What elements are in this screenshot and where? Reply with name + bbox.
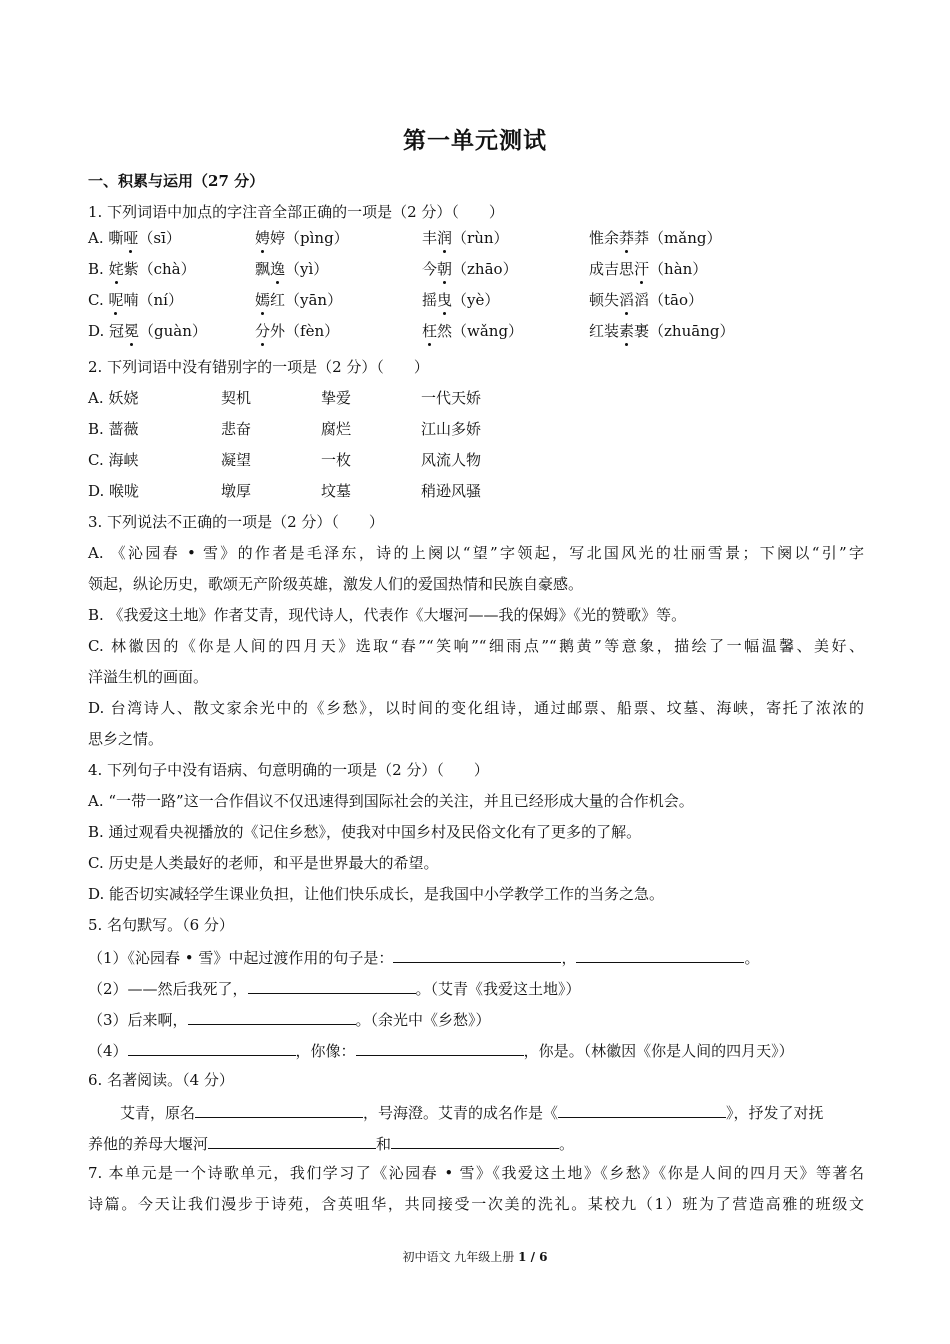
question-4-option-d: D. 能否切实减轻学生课业负担，让他们快乐成长，是我国中小学教学工作的当务之急。 — [88, 885, 665, 903]
page-footer — [0, 1248, 950, 1265]
answer-blank[interactable] — [576, 946, 744, 963]
question-4-stem: 4. 下列句子中没有语病、句意明确的一项是（2 分）（ ） — [88, 761, 489, 779]
option-b-word-4: 江山多娇 — [421, 420, 482, 438]
question-4-option-b: B. 通过观看央视播放的《记住乡愁》，使我对中国乡村及民俗文化有了更多的了解。 — [88, 823, 642, 841]
option-d-word-1: D. 冠冕（guàn） — [88, 322, 207, 340]
option-a-word-2: 娉婷（pìng） — [255, 229, 349, 247]
footer-text: 初中语文 九年级上册 — [402, 1250, 519, 1264]
option-d-word-3: 枉然（wǎng） — [422, 322, 524, 340]
answer-blank[interactable] — [393, 946, 561, 963]
option-d-word-2: 分外（fèn） — [255, 322, 340, 340]
option-d-word-4: 红装素裹（zhuāng） — [589, 322, 735, 340]
option-d-word-3: 坟墓 — [321, 482, 352, 500]
question-6-stem: 6. 名著阅读。（4 分） — [88, 1071, 234, 1089]
page-title: 第一单元测试 — [403, 127, 547, 154]
option-c-word-1: C. 海峡 — [88, 451, 139, 469]
question-3-option-d: D. 台湾诗人、散文家余光中的《乡愁》，以时间的变化组诗，通过邮票、船票、坟墓、海峡，寄托了浓浓的 — [88, 699, 864, 717]
option-b-word-4: 成吉思汗（hàn） — [589, 260, 708, 278]
answer-blank[interactable] — [195, 1101, 363, 1118]
question-3-option-c: C. 林徽因的《你是人间的四月天》选取“春”“笑响”“细雨点”“鹅黄”等意象，描绘了一幅温馨、美好、 — [88, 637, 864, 655]
option-a-word-4: 一代天娇 — [421, 389, 482, 407]
option-d-word-1: D. 喉咙 — [88, 482, 140, 500]
option-b-word-1: B. 蔷薇 — [88, 420, 139, 438]
question-4-option-a: A. “一带一路”这一合作倡议不仅迅速得到国际社会的关注，并且已经形成大量的合作机会。 — [88, 792, 694, 810]
question-5-stem: 5. 名句默写。（6 分） — [88, 916, 234, 934]
answer-blank[interactable] — [208, 1132, 376, 1149]
option-b-word-3: 今朝（zhāo） — [422, 260, 518, 278]
question-3-option-c-cont: 洋溢生机的画面。 — [88, 668, 209, 686]
page-number: 1 / 6 — [518, 1250, 548, 1264]
question-7-line-2: 诗篇。今天让我们漫步于诗苑，含英咀华，共同接受一次美的洗礼。某校九（1）班为了营造高雅的班级文 — [88, 1195, 864, 1213]
option-c-word-4: 顿失滔滔（tāo） — [589, 291, 704, 309]
answer-blank[interactable] — [558, 1101, 726, 1118]
option-c-word-3: 一枚 — [321, 451, 352, 469]
question-6-line-2: 养他的养母大堰河 和 。 — [88, 1132, 574, 1154]
question-3-option-d-cont: 思乡之情。 — [88, 730, 164, 748]
answer-blank[interactable] — [128, 1039, 296, 1056]
question-5-item-4: （4） ，你像： ，你是。（林徽因《你是人间的四月天》） — [88, 1039, 794, 1061]
question-6-line-1: 艾青，原名 ，号海澄。艾青的成名作是《 》，抒发了对抚 — [120, 1101, 824, 1123]
option-d-word-2: 墩厚 — [221, 482, 252, 500]
answer-blank[interactable] — [248, 977, 416, 994]
option-d-word-4: 稍逊风骚 — [421, 482, 482, 500]
option-c-word-2: 凝望 — [221, 451, 252, 469]
option-a-word-4: 惟余莽莽（mǎng） — [589, 229, 722, 247]
option-a-word-1: A. 妖娆 — [88, 389, 139, 407]
option-c-word-2: 嫣红（yān） — [255, 291, 343, 309]
option-c-word-1: C. 呢喃（ní） — [88, 291, 183, 309]
answer-blank[interactable] — [188, 1008, 356, 1025]
question-5-item-3: （3）后来啊， 。（余光中《乡愁》） — [88, 1008, 491, 1030]
option-a-word-3: 丰润（rùn） — [422, 229, 509, 247]
question-1-stem: 1. 下列词语中加点的字注音全部正确的一项是（2 分）（ ） — [88, 203, 504, 221]
section-heading: 一、积累与运用（27 分） — [88, 172, 265, 190]
option-c-word-4: 风流人物 — [421, 451, 482, 469]
question-3-option-b: B. 《我爱这土地》作者艾青，现代诗人，代表作《大堰河——我的保姆》《光的赞歌》等。 — [88, 606, 687, 624]
option-b-word-1: B. 姹紫（chà） — [88, 260, 196, 278]
question-3-stem: 3. 下列说法不正确的一项是（2 分）（ ） — [88, 513, 384, 531]
option-b-word-2: 悲奋 — [221, 420, 252, 438]
answer-blank[interactable] — [391, 1132, 559, 1149]
option-c-word-3: 摇曳（yè） — [422, 291, 500, 309]
question-5-item-2: （2）——然后我死了， 。（艾青《我爱这土地》） — [88, 977, 581, 999]
question-5-item-1: （1）《沁园春 • 雪》中起过渡作用的句子是： ， 。 — [88, 946, 759, 968]
question-2-stem: 2. 下列词语中没有错别字的一项是（2 分）（ ） — [88, 358, 429, 376]
option-a-word-1: A. 嘶哑（sī） — [88, 229, 181, 247]
question-3-option-a: A. 《沁园春 • 雪》的作者是毛泽东，诗的上阕以“望”字领起，写北国风光的壮丽雪景；下阕以“引”字 — [88, 544, 864, 562]
question-3-option-a-cont: 领起，纵论历史，歌颂无产阶级英雄，激发人们的爱国热情和民族自豪感。 — [88, 575, 584, 593]
option-b-word-2: 飘逸（yì） — [255, 260, 329, 278]
question-4-option-c: C. 历史是人类最好的老师，和平是世界最大的希望。 — [88, 854, 439, 872]
option-b-word-3: 腐烂 — [321, 420, 352, 438]
answer-blank[interactable] — [356, 1039, 524, 1056]
option-a-word-3: 挚爱 — [321, 389, 352, 407]
question-7-line-1: 7. 本单元是一个诗歌单元，我们学习了《沁园春 • 雪》《我爱这土地》《乡愁》《你是人间的四月天》等著名 — [88, 1164, 864, 1182]
option-a-word-2: 契机 — [221, 389, 252, 407]
